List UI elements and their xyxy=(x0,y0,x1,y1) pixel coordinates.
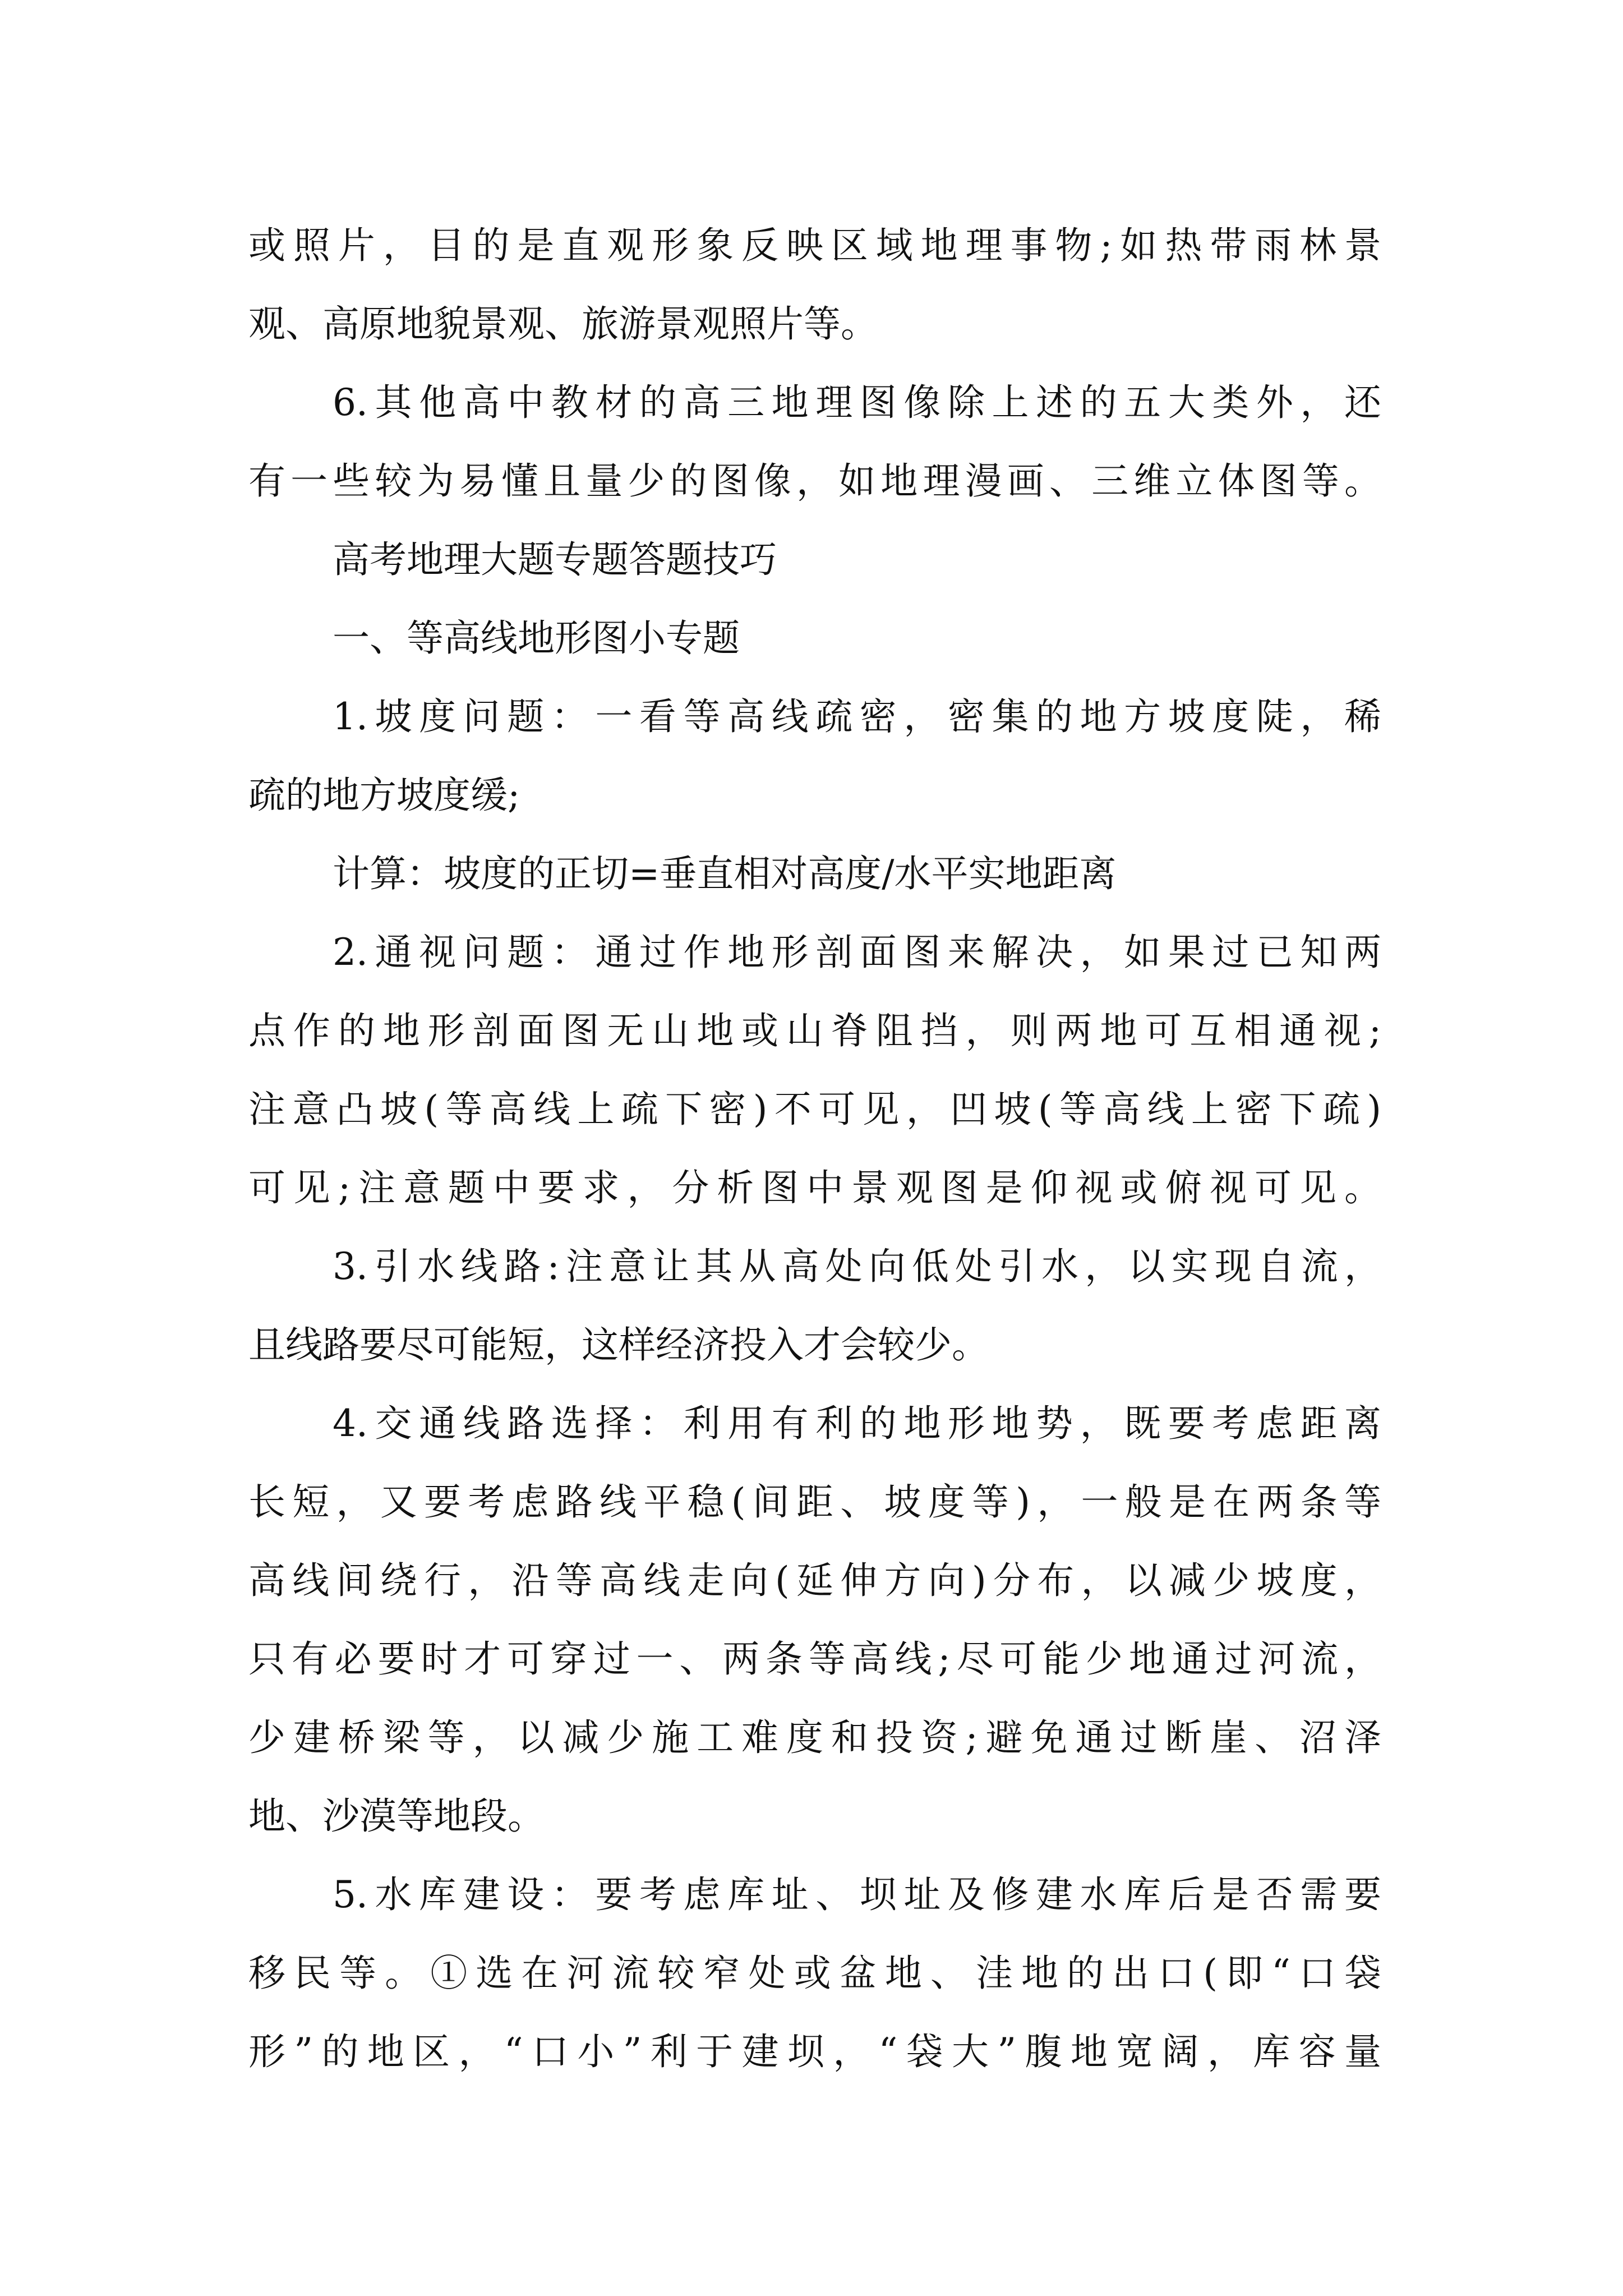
section-heading: 高考地理大题专题答题技巧 xyxy=(333,538,777,581)
text-line: 地、沙漠等地段。 xyxy=(248,1795,545,1838)
text-line: 可见;注意题中要求，分析图中景观图是仰视或俯视可见。 xyxy=(248,1166,1381,1209)
text-line: 2.通视问题：通过作地形剖面图来解决，如果过已知两 xyxy=(333,931,1381,974)
text-line: 观、高原地貌景观、旅游景观照片等。 xyxy=(248,302,878,346)
text-line: 少建桥梁等，以减少施工难度和投资;避免通过断崖、沼泽 xyxy=(248,1716,1381,1759)
text-line: 或照片，目的是直观形象反映区域地理事物;如热带雨林景 xyxy=(248,224,1381,267)
text-line: 6.其他高中教材的高三地理图像除上述的五大类外，还 xyxy=(333,381,1381,424)
text-line: 计算：坡度的正切=垂直相对高度/水平实地距离 xyxy=(333,852,1117,895)
text-line: 形”的地区，“口小”利于建坝，“袋大”腹地宽阔，库容量 xyxy=(248,2030,1381,2073)
text-line: 5.水库建设：要考虑库址、坝址及修建水库后是否需要 xyxy=(333,1873,1381,1916)
text-line: 移民等。①选在河流较窄处或盆地、洼地的出口(即“口袋 xyxy=(248,1952,1381,1995)
text-line: 4.交通线路选择：利用有利的地形地势，既要考虑距离 xyxy=(333,1402,1381,1445)
subsection-heading: 一、等高线地形图小专题 xyxy=(333,616,740,660)
text-line: 3.引水线路:注意让其从高处向低处引水，以实现自流， xyxy=(333,1245,1381,1288)
text-line: 疏的地方坡度缓; xyxy=(248,774,520,817)
text-line: 且线路要尽可能短，这样经济投入才会较少。 xyxy=(248,1323,989,1366)
text-line: 只有必要时才可穿过一、两条等高线;尽可能少地通过河流， xyxy=(248,1637,1381,1681)
text-line: 高线间绕行，沿等高线走向(延伸方向)分布，以减少坡度， xyxy=(248,1559,1381,1602)
text-line: 有一些较为易懂且量少的图像，如地理漫画、三维立体图等。 xyxy=(248,459,1381,503)
text-line: 1.坡度问题：一看等高线疏密，密集的地方坡度陡，稀 xyxy=(333,695,1381,738)
text-line: 点作的地形剖面图无山地或山脊阻挡，则两地可互相通视; xyxy=(248,1009,1381,1052)
text-line: 长短，又要考虑路线平稳(间距、坡度等)，一般是在两条等 xyxy=(248,1480,1381,1524)
text-line: 注意凸坡(等高线上疏下密)不可见，凹坡(等高线上密下疏) xyxy=(248,1088,1381,1131)
